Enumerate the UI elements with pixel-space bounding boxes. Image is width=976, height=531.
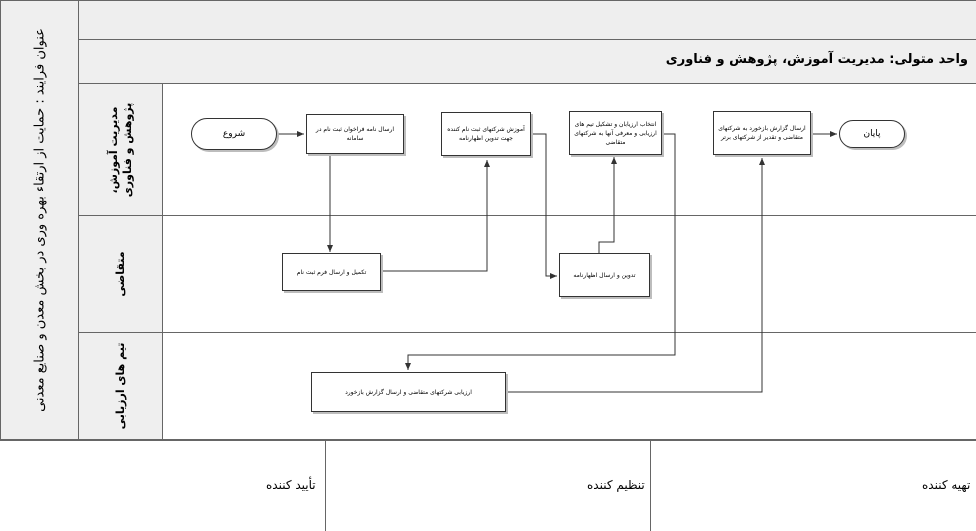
- lane-label-text: متقاضی: [113, 251, 127, 297]
- connector-n6-to-n3: [599, 157, 614, 253]
- lane-label-text: مدیریت آموزش، پژوهش و فناوری: [106, 102, 134, 197]
- regulator-label: تنظیم کننده: [587, 478, 645, 492]
- connector-n3-to-n7: [408, 134, 675, 370]
- preparer-label: تهیه کننده: [922, 478, 971, 492]
- task-train-companies: [441, 112, 531, 156]
- responsible-unit: واحد متولی: مدیریت آموزش، پژوهش و فناوری: [665, 52, 968, 67]
- start-terminal: [191, 118, 277, 150]
- connector-n5-to-n2: [381, 160, 487, 271]
- task-assess-applicants: [311, 372, 506, 412]
- task-complete-registration-form: [282, 253, 381, 291]
- task-send-registration-call: [306, 114, 404, 154]
- task-label: تدوین و ارسال اظهارنامه: [573, 271, 636, 279]
- signature-divider: [650, 440, 651, 531]
- task-label: تکمیل و ارسال فرم ثبت نام: [296, 268, 367, 276]
- task-prepare-declaration: [559, 253, 650, 297]
- start-label: شروع: [222, 129, 246, 139]
- lane-label-text: تیم های ارزیابی: [113, 342, 127, 430]
- task-label: ارسال نامه فراخوان ثبت نام در سامانه: [315, 126, 395, 142]
- task-select-assessors: [569, 111, 662, 155]
- process-title: عنوان فرایند : حمایت از ارتقاء بهره وری در بخش معدن و صنایع معدنی: [32, 28, 47, 412]
- task-label: ارزیابی شرکتهای متقاضی و ارسال گزارش بازخورد: [345, 388, 472, 396]
- end-label: پایان: [863, 129, 881, 139]
- approver-label: تأیید کننده: [266, 478, 316, 492]
- task-label: آموزش شرکتهای ثبت نام کننده جهت تدوین اظهارنامه: [447, 126, 525, 142]
- connector-n2-to-n6: [531, 134, 557, 276]
- task-send-feedback-report: [713, 111, 811, 155]
- signature-divider: [325, 440, 326, 531]
- end-terminal: [839, 120, 905, 148]
- task-label: ارسال گزارش بازخورد به شرکتهای متقاضی و تقدیر از شرکتهای برتر: [718, 125, 806, 141]
- signature-table: [0, 440, 976, 531]
- task-label: انتخاب ارزیابان و تشکیل تیم های ارزیابی و معرفی آنها به شرکتهای متقاضی: [574, 120, 657, 146]
